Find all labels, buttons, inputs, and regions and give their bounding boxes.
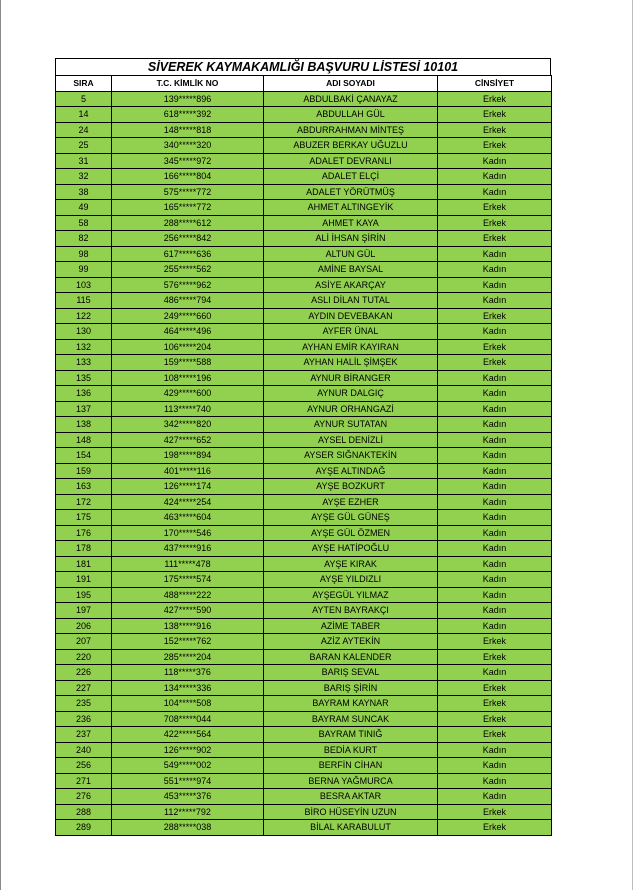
table-row (56, 293, 552, 309)
column-header-sira: SIRA (56, 76, 112, 92)
cinsiyet-cell: Erkek (438, 820, 552, 836)
page-left-border (0, 0, 1, 890)
adi-soyadi-cell: AYŞE BOZKURT (264, 479, 438, 495)
table-row (56, 200, 552, 216)
cinsiyet-cell: Erkek (438, 308, 552, 324)
table-row (56, 339, 552, 355)
adi-soyadi-cell: BARAN KALENDER (264, 649, 438, 665)
sira-cell: 256 (56, 758, 112, 774)
adi-soyadi-cell: AYŞE EZHER (264, 494, 438, 510)
sira-cell: 136 (56, 386, 112, 402)
sira-cell: 181 (56, 556, 112, 572)
cinsiyet-cell: Erkek (438, 91, 552, 107)
sira-cell: 115 (56, 293, 112, 309)
sira-cell: 135 (56, 370, 112, 386)
table-row (56, 169, 552, 185)
sira-cell: 32 (56, 169, 112, 185)
tc-kimlik-no-cell: 170*****546 (112, 525, 264, 541)
cinsiyet-cell: Kadın (438, 401, 552, 417)
tc-kimlik-no-cell: 249*****660 (112, 308, 264, 324)
table-row (56, 510, 552, 526)
tc-kimlik-no-cell: 427*****652 (112, 432, 264, 448)
cinsiyet-cell: Kadın (438, 169, 552, 185)
sira-cell: 25 (56, 138, 112, 154)
adi-soyadi-cell: AYDIN DEVEBAKAN (264, 308, 438, 324)
adi-soyadi-cell: AYŞE HATİPOĞLU (264, 541, 438, 557)
table-row (56, 262, 552, 278)
tc-kimlik-no-cell: 159*****588 (112, 355, 264, 371)
tc-kimlik-no-cell: 104*****508 (112, 696, 264, 712)
adi-soyadi-cell: AYŞE ALTINDAĞ (264, 463, 438, 479)
adi-soyadi-cell: AYNUR DALGIÇ (264, 386, 438, 402)
adi-soyadi-cell: AYHAN EMİR KAYIRAN (264, 339, 438, 355)
tc-kimlik-no-cell: 152*****762 (112, 634, 264, 650)
cinsiyet-cell: Kadın (438, 463, 552, 479)
sira-cell: 271 (56, 773, 112, 789)
adi-soyadi-cell: BARIŞ SEVAL (264, 665, 438, 681)
cinsiyet-cell: Kadın (438, 417, 552, 433)
cinsiyet-cell: Kadın (438, 525, 552, 541)
table-row (56, 401, 552, 417)
tc-kimlik-no-cell: 198*****894 (112, 448, 264, 464)
cinsiyet-cell: Kadın (438, 324, 552, 340)
cinsiyet-cell: Kadın (438, 742, 552, 758)
cinsiyet-cell: Kadın (438, 386, 552, 402)
table-row (56, 277, 552, 293)
table-row (56, 324, 552, 340)
tc-kimlik-no-cell: 464*****496 (112, 324, 264, 340)
table-row (56, 680, 552, 696)
sira-cell: 137 (56, 401, 112, 417)
cinsiyet-cell: Kadın (438, 277, 552, 293)
sira-cell: 138 (56, 417, 112, 433)
sira-cell: 226 (56, 665, 112, 681)
tc-kimlik-no-cell: 288*****612 (112, 215, 264, 231)
adi-soyadi-cell: AYNUR ORHANGAZİ (264, 401, 438, 417)
cinsiyet-cell: Erkek (438, 200, 552, 216)
table-row (56, 820, 552, 836)
sira-cell: 175 (56, 510, 112, 526)
tc-kimlik-no-cell: 285*****204 (112, 649, 264, 665)
table-body (56, 91, 552, 835)
table-row (56, 184, 552, 200)
sira-cell: 195 (56, 587, 112, 603)
adi-soyadi-cell: BESRA AKTAR (264, 789, 438, 805)
adi-soyadi-cell: AYSER SIĞNAKTEKİN (264, 448, 438, 464)
table-row (56, 773, 552, 789)
cinsiyet-cell: Erkek (438, 138, 552, 154)
cinsiyet-cell: Kadın (438, 758, 552, 774)
cinsiyet-cell: Erkek (438, 804, 552, 820)
tc-kimlik-no-cell: 549*****002 (112, 758, 264, 774)
adi-soyadi-cell: AYŞE KIRAK (264, 556, 438, 572)
tc-kimlik-no-cell: 166*****804 (112, 169, 264, 185)
cinsiyet-cell: Erkek (438, 339, 552, 355)
adi-soyadi-cell: BİRO HÜSEYİN UZUN (264, 804, 438, 820)
adi-soyadi-cell: ABDURRAHMAN MİNTEŞ (264, 122, 438, 138)
column-header-cinsiyet: CİNSİYET (438, 76, 552, 92)
cinsiyet-cell: Erkek (438, 122, 552, 138)
sira-cell: 178 (56, 541, 112, 557)
sira-cell: 220 (56, 649, 112, 665)
table-row (56, 618, 552, 634)
cinsiyet-cell: Kadın (438, 293, 552, 309)
tc-kimlik-no-cell: 126*****902 (112, 742, 264, 758)
cinsiyet-cell: Erkek (438, 727, 552, 743)
adi-soyadi-cell: AHMET ALTINGEYİK (264, 200, 438, 216)
table-row (56, 107, 552, 123)
sira-cell: 82 (56, 231, 112, 247)
sira-cell: 31 (56, 153, 112, 169)
cinsiyet-cell: Kadın (438, 541, 552, 557)
adi-soyadi-cell: AHMET KAYA (264, 215, 438, 231)
column-header-tc-kimlik-no: T.C. KİMLİK NO (112, 76, 264, 92)
cinsiyet-cell: Kadın (438, 789, 552, 805)
table-row (56, 246, 552, 262)
adi-soyadi-cell: AYŞE GÜL GÜNEŞ (264, 510, 438, 526)
sira-cell: 132 (56, 339, 112, 355)
sira-cell: 237 (56, 727, 112, 743)
tc-kimlik-no-cell: 486*****794 (112, 293, 264, 309)
tc-kimlik-no-cell: 126*****174 (112, 479, 264, 495)
tc-kimlik-no-cell: 148*****818 (112, 122, 264, 138)
cinsiyet-cell: Kadın (438, 153, 552, 169)
column-header-adi-soyadi: ADI SOYADI (264, 76, 438, 92)
sira-cell: 207 (56, 634, 112, 650)
tc-kimlik-no-cell: 175*****574 (112, 572, 264, 588)
adi-soyadi-cell: AYNUR BİRANGER (264, 370, 438, 386)
table-row (56, 153, 552, 169)
sira-cell: 289 (56, 820, 112, 836)
cinsiyet-cell: Erkek (438, 215, 552, 231)
table-row (56, 742, 552, 758)
sira-cell: 206 (56, 618, 112, 634)
table-row (56, 463, 552, 479)
sira-cell: 99 (56, 262, 112, 278)
cinsiyet-cell: Kadın (438, 556, 552, 572)
sira-cell: 49 (56, 200, 112, 216)
table-row (56, 138, 552, 154)
adi-soyadi-cell: ABDULBAKİ ÇANAYAZ (264, 91, 438, 107)
cinsiyet-cell: Kadın (438, 184, 552, 200)
cinsiyet-cell: Kadın (438, 587, 552, 603)
tc-kimlik-no-cell: 453*****376 (112, 789, 264, 805)
table-row (56, 556, 552, 572)
cinsiyet-cell: Erkek (438, 355, 552, 371)
sira-cell: 191 (56, 572, 112, 588)
adi-soyadi-cell: BİLAL KARABULUT (264, 820, 438, 836)
adi-soyadi-cell: AYHAN HALİL ŞİMŞEK (264, 355, 438, 371)
sira-cell: 148 (56, 432, 112, 448)
tc-kimlik-no-cell: 708*****044 (112, 711, 264, 727)
adi-soyadi-cell: ADALET DEVRANLI (264, 153, 438, 169)
tc-kimlik-no-cell: 345*****972 (112, 153, 264, 169)
sira-cell: 58 (56, 215, 112, 231)
sira-cell: 227 (56, 680, 112, 696)
table-row (56, 417, 552, 433)
cinsiyet-cell: Erkek (438, 107, 552, 123)
table-row (56, 649, 552, 665)
cinsiyet-cell: Kadın (438, 479, 552, 495)
adi-soyadi-cell: ASİYE AKARÇAY (264, 277, 438, 293)
table-row (56, 479, 552, 495)
sira-cell: 236 (56, 711, 112, 727)
cinsiyet-cell: Erkek (438, 711, 552, 727)
sira-cell: 276 (56, 789, 112, 805)
tc-kimlik-no-cell: 342*****820 (112, 417, 264, 433)
cinsiyet-cell: Erkek (438, 680, 552, 696)
adi-soyadi-cell: BERNA YAĞMURCA (264, 773, 438, 789)
sira-cell: 24 (56, 122, 112, 138)
sira-cell: 235 (56, 696, 112, 712)
table-row (56, 634, 552, 650)
sira-cell: 133 (56, 355, 112, 371)
table-row (56, 525, 552, 541)
table-row (56, 727, 552, 743)
sira-cell: 154 (56, 448, 112, 464)
table-row (56, 804, 552, 820)
cinsiyet-cell: Kadın (438, 603, 552, 619)
sira-cell: 98 (56, 246, 112, 262)
adi-soyadi-cell: AYŞEGÜL YILMAZ (264, 587, 438, 603)
tc-kimlik-no-cell: 340*****320 (112, 138, 264, 154)
cinsiyet-cell: Kadın (438, 432, 552, 448)
tc-kimlik-no-cell: 255*****562 (112, 262, 264, 278)
adi-soyadi-cell: AYŞE YILDIZLI (264, 572, 438, 588)
adi-soyadi-cell: ABDULLAH GÜL (264, 107, 438, 123)
table-row (56, 448, 552, 464)
tc-kimlik-no-cell: 437*****916 (112, 541, 264, 557)
adi-soyadi-cell: ADALET ELÇİ (264, 169, 438, 185)
tc-kimlik-no-cell: 165*****772 (112, 200, 264, 216)
table-row (56, 603, 552, 619)
tc-kimlik-no-cell: 288*****038 (112, 820, 264, 836)
sira-cell: 122 (56, 308, 112, 324)
sira-cell: 163 (56, 479, 112, 495)
table-row (56, 711, 552, 727)
adi-soyadi-cell: ASLI DİLAN TUTAL (264, 293, 438, 309)
cinsiyet-cell: Kadın (438, 665, 552, 681)
adi-soyadi-cell: BERFİN CİHAN (264, 758, 438, 774)
tc-kimlik-no-cell: 118*****376 (112, 665, 264, 681)
adi-soyadi-cell: AYTEN BAYRAKÇI (264, 603, 438, 619)
cinsiyet-cell: Kadın (438, 773, 552, 789)
adi-soyadi-cell: AMİNE BAYSAL (264, 262, 438, 278)
adi-soyadi-cell: ALTUN GÜL (264, 246, 438, 262)
table-row (56, 494, 552, 510)
tc-kimlik-no-cell: 427*****590 (112, 603, 264, 619)
table-row (56, 665, 552, 681)
table-row (56, 696, 552, 712)
table-row (56, 215, 552, 231)
sira-cell: 240 (56, 742, 112, 758)
table-row (56, 541, 552, 557)
cinsiyet-cell: Kadın (438, 510, 552, 526)
cinsiyet-cell: Kadın (438, 494, 552, 510)
tc-kimlik-no-cell: 576*****962 (112, 277, 264, 293)
adi-soyadi-cell: AYNUR SUTATAN (264, 417, 438, 433)
application-list-sheet (55, 58, 551, 836)
tc-kimlik-no-cell: 106*****204 (112, 339, 264, 355)
table-row (56, 91, 552, 107)
document-title: SİVEREK KAYMAKAMLIĞI BAŞVURU LİSTESİ 10101 (55, 58, 551, 75)
tc-kimlik-no-cell: 422*****564 (112, 727, 264, 743)
tc-kimlik-no-cell: 429*****600 (112, 386, 264, 402)
tc-kimlik-no-cell: 401*****116 (112, 463, 264, 479)
table-row (56, 587, 552, 603)
table-row (56, 386, 552, 402)
sira-cell: 176 (56, 525, 112, 541)
tc-kimlik-no-cell: 113*****740 (112, 401, 264, 417)
cinsiyet-cell: Erkek (438, 649, 552, 665)
cinsiyet-cell: Kadın (438, 618, 552, 634)
cinsiyet-cell: Kadın (438, 370, 552, 386)
adi-soyadi-cell: BARIŞ ŞİRİN (264, 680, 438, 696)
table-row (56, 432, 552, 448)
sira-cell: 5 (56, 91, 112, 107)
cinsiyet-cell: Kadın (438, 572, 552, 588)
cinsiyet-cell: Erkek (438, 231, 552, 247)
table-row (56, 789, 552, 805)
tc-kimlik-no-cell: 256*****842 (112, 231, 264, 247)
sira-cell: 14 (56, 107, 112, 123)
sira-cell: 130 (56, 324, 112, 340)
cinsiyet-cell: Kadın (438, 246, 552, 262)
adi-soyadi-cell: AYŞE GÜL ÖZMEN (264, 525, 438, 541)
tc-kimlik-no-cell: 551*****974 (112, 773, 264, 789)
adi-soyadi-cell: BAYRAM SUNCAK (264, 711, 438, 727)
tc-kimlik-no-cell: 463*****604 (112, 510, 264, 526)
tc-kimlik-no-cell: 424*****254 (112, 494, 264, 510)
sira-cell: 288 (56, 804, 112, 820)
adi-soyadi-cell: BEDİA KURT (264, 742, 438, 758)
tc-kimlik-no-cell: 575*****772 (112, 184, 264, 200)
adi-soyadi-cell: AZİZ AYTEKİN (264, 634, 438, 650)
application-table (55, 75, 552, 836)
table-row (56, 370, 552, 386)
adi-soyadi-cell: BAYRAM KAYNAR (264, 696, 438, 712)
table-header-row (56, 76, 552, 92)
cinsiyet-cell: Kadın (438, 262, 552, 278)
adi-soyadi-cell: AYSEL DENİZLİ (264, 432, 438, 448)
sira-cell: 38 (56, 184, 112, 200)
adi-soyadi-cell: ABUZER BERKAY UĞUZLU (264, 138, 438, 154)
cinsiyet-cell: Kadın (438, 448, 552, 464)
sira-cell: 159 (56, 463, 112, 479)
table-row (56, 308, 552, 324)
sira-cell: 103 (56, 277, 112, 293)
tc-kimlik-no-cell: 108*****196 (112, 370, 264, 386)
tc-kimlik-no-cell: 134*****336 (112, 680, 264, 696)
table-row (56, 122, 552, 138)
table-row (56, 231, 552, 247)
sira-cell: 197 (56, 603, 112, 619)
tc-kimlik-no-cell: 138*****916 (112, 618, 264, 634)
tc-kimlik-no-cell: 618*****392 (112, 107, 264, 123)
adi-soyadi-cell: ALİ İHSAN ŞİRİN (264, 231, 438, 247)
cinsiyet-cell: Erkek (438, 696, 552, 712)
adi-soyadi-cell: ADALET YÖRÜTMÜŞ (264, 184, 438, 200)
adi-soyadi-cell: BAYRAM TINIĞ (264, 727, 438, 743)
tc-kimlik-no-cell: 488*****222 (112, 587, 264, 603)
table-row (56, 758, 552, 774)
adi-soyadi-cell: AYFER ÜNAL (264, 324, 438, 340)
adi-soyadi-cell: AZİME TABER (264, 618, 438, 634)
table-row (56, 572, 552, 588)
tc-kimlik-no-cell: 139*****896 (112, 91, 264, 107)
tc-kimlik-no-cell: 111*****478 (112, 556, 264, 572)
tc-kimlik-no-cell: 617*****636 (112, 246, 264, 262)
sira-cell: 172 (56, 494, 112, 510)
cinsiyet-cell: Erkek (438, 634, 552, 650)
tc-kimlik-no-cell: 112*****792 (112, 804, 264, 820)
table-row (56, 355, 552, 371)
